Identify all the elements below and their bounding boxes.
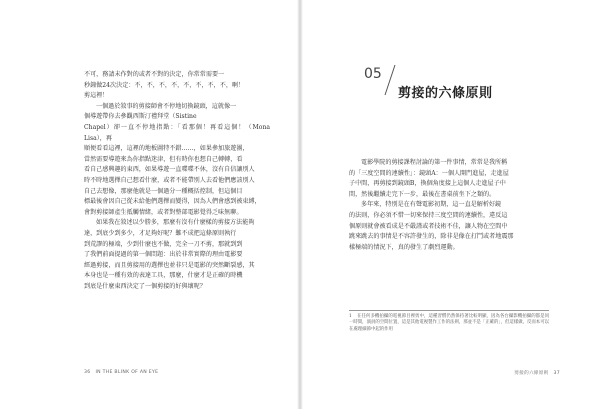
paragraph: 電影學院的剪接課程討論的第一件事情，常常是我所稱 的「三度空間的連續性」：鏡頭A：一個人開門進屋，走進屋 子中間，再剪接到鏡頭B，換個角度接上這個人走進屋子中 間，然後繼續走完下一步，最後在書桌前坐下之類的。 [349,159,509,198]
running-head: IN THE BLINK OF AN EYE [95,370,159,375]
footnote-text: 在任何多機拍攝的電視節目裡剪中，這種習慣仍然保持著比較明顯，因為各台攝影機拍攝的都是同一時間，演員的空間位置，這是其他電視製作工作的法則，那並不是「正確的」，但這樣做，反而本可以在處理細節中起的作用 [349,314,549,332]
chapter-number: 05 [364,66,382,82]
paragraph: 不可，務請未作對的或者不對的決定，你常常需要一 秒鐘做24次決定：不，不，不，不，不，不，不，不，啊！ 剪這裡！ [84,71,245,100]
chapter-title: 剪接的六條原則 [398,86,493,101]
chapter-slash [384,64,396,96]
running-head: 剪接的六條原則 [514,371,549,376]
right-page [302,0,600,409]
left-folio [84,370,158,375]
paragraph: 一個過於敘事的剪接師會不停地切換鏡頭，這就像一 個導遊帶你去參觀西斯汀禮拜堂（Sistine Chapel）卻一直不停地指點：「看那個！再看這個！（Mona Lisa），再 順便看看這裡，這裡的地板圖特不錯……，如果參加旅遊團， 當然需要導遊來為你指點迷津，但有時你也想自己轉轉，看 看自己感興趣的東西，如果導遊一直喋喋不休，沒有自信讓別人 時不時地選擇自己想看什麼，或者不能帶別人去看他們應該別人 自己去想像，那麼他就是一個過分一種概括控制，但這個目 標最後會因自己從未給他們選擇而變得，因為人們會感到被束縛， 會對剪接師產生抵觸情緒，或者對整部電影覺得乏味無聊。 [84,102,270,216]
footnote [349,314,549,333]
paragraph: 如果我在敘述以少勝多，那麼有沒有什麼樣的剪接方法能夠 達，到底少到多少，才足夠好呢？難不成把這條原則執行 到荒謬的極端，少到什麼也不做，完全一刀不剪，那就到到 了我們前面提過的第一個問題：出於非常實際的理由電影要 經過剪接，而且剪接用的選擇也並非只是電影的突然斷裂感，其 本身也是一種有效的表達工具，那麼，什麼才是正確的時機 到底是什麼東西決定了一個剪接的好與壞呢？ [84,219,255,290]
footnote-mark: 1 [349,314,352,319]
footnote-divider [349,310,549,311]
right-body-text [349,158,549,253]
left-page [0,0,298,409]
chapter-heading [364,62,564,102]
page-number: 37 [553,371,560,376]
left-body-text [84,70,270,292]
page-number: 36 [84,370,91,375]
paragraph: 多年來，特別是在有聲電影初期，這一直是解析好鏡 的法則，你必須不惜一切來保持三度空間的連續性，違反這 個原則就會被看成是不嚴謹或者技術不佳，讓人物在空間中 跳來跳去的事情是不容許發生的，除非是像在打鬥或者地震那 樣極端的情況下，真的發生了劇烈運動。 [349,201,514,251]
right-folio [514,370,560,376]
